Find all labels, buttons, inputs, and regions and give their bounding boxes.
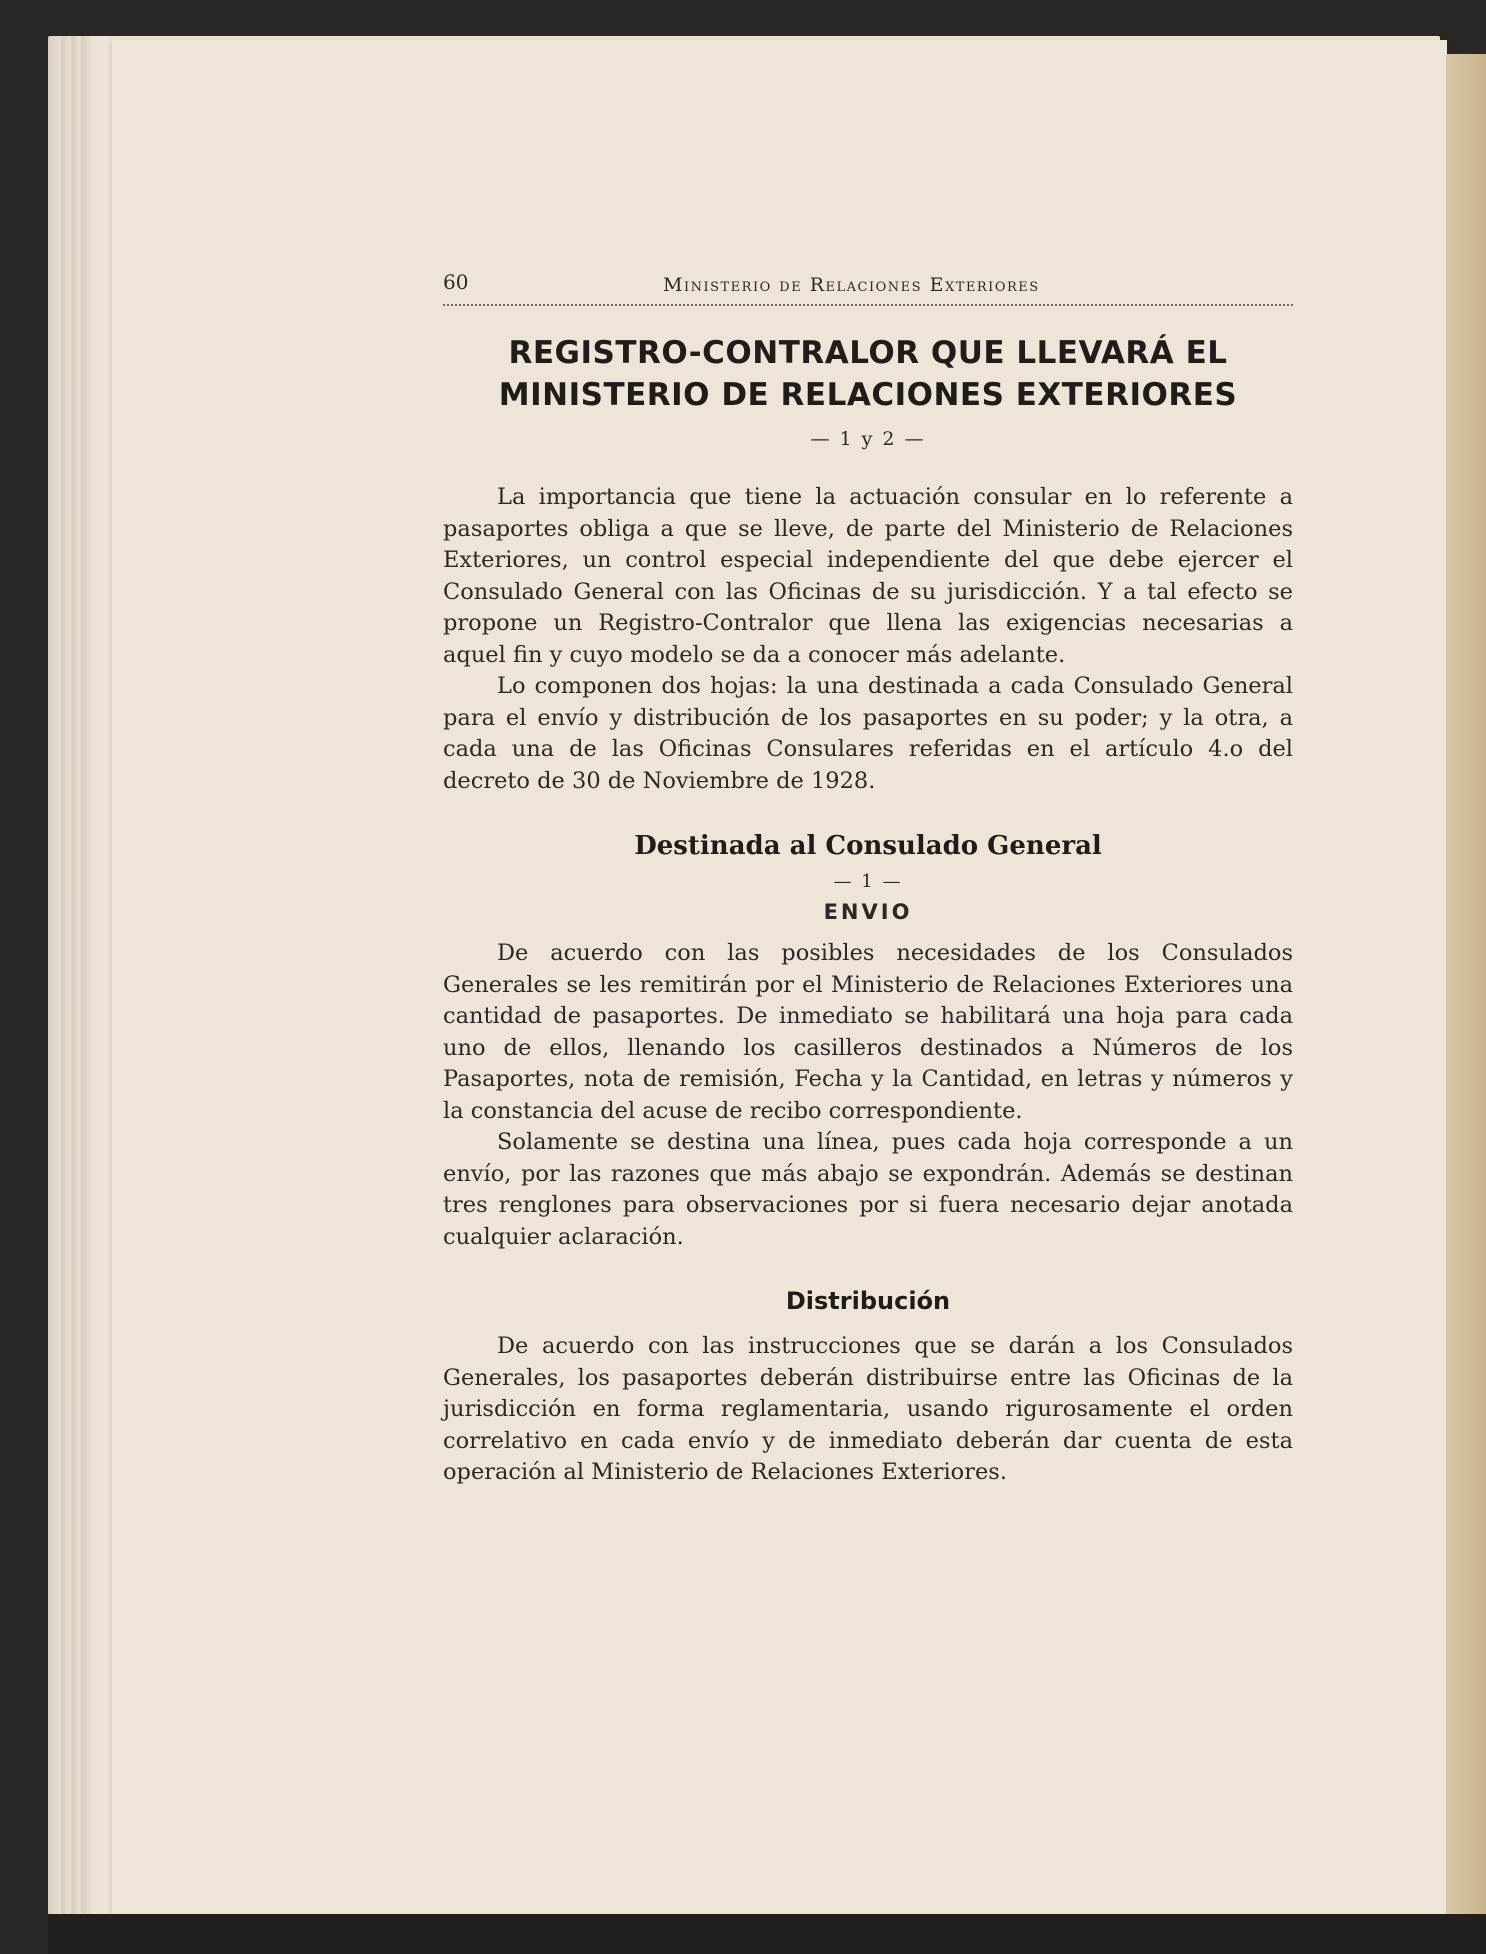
section-number: — 1 —: [833, 871, 903, 892]
running-title: Ministerio de Relaciones Exteriores: [663, 274, 1040, 296]
running-head: [443, 270, 1293, 306]
background-bottom: [48, 1914, 1486, 1954]
page-number: 60: [443, 270, 469, 294]
title-subtitle: — 1 y 2 —: [810, 428, 926, 450]
section-subheading-envio: ENVIO: [823, 900, 913, 924]
facing-page-edge: [1446, 54, 1486, 1920]
envio-paragraph-2: Solamente se destina una línea, pues cada hoja corresponde a un envío, por las razones que más abajo se expondrán. Además se destinan tres renglones para observaciones por si fuera necesario dejar anotada cualquier aclaración.: [443, 1129, 1293, 1250]
envio-paragraph-1: De acuerdo con las posibles necesidades de los Consulados Generales se les remitirán por el Ministerio de Relaciones Exteriores una cantidad de pasaportes. De inmediato se habilitará una hoja para cada uno de ellos, llenando los casilleros destinados a Números de los Pasaportes, nota de remisión, Fecha y la Cantidad, en letras y números y la constancia del acuse de recibo correspondiente.: [443, 940, 1293, 1124]
main-title-line1: REGISTRO-CONTRALOR QUE LLEVARÁ EL: [508, 335, 1228, 371]
page-content: [443, 270, 1293, 1489]
main-title-line2: MINISTERIO DE RELACIONES EXTERIORES: [498, 377, 1238, 413]
section-heading-distribucion: Distribución: [785, 1287, 951, 1315]
section-heading-consulado: Destinada al Consulado General: [634, 831, 1102, 861]
main-title: [443, 332, 1293, 416]
intro-paragraph-2: Lo componen dos hojas: la una destinada a cada Consulado General para el envío y distribución de los pasaportes en su poder; y la otra, a cada una de las Oficinas Consulares referidas en el artículo 4.o del decreto de 30 de Noviembre de 1928.: [443, 673, 1293, 794]
intro-paragraph-1: La importancia que tiene la actuación consular en lo referente a pasaportes obliga a que se lleve, de parte del Ministerio de Relaciones Exteriores, un control especial independiente del que debe ejercer el Consulado General con las Oficinas de su jurisdicción. Y a tal efecto se propone un Registro-Contralor que llena las exigencias necesarias a aquel fin y cuyo modelo se da a conocer más adelante.: [443, 484, 1293, 668]
distribucion-paragraph: De acuerdo con las instrucciones que se darán a los Consulados Generales, los pasaportes deberán distribuirse entre las Oficinas de la jurisdicción en forma reglamentaria, usando rigurosamente el orden correlativo en cada envío y de inmediato deberán dar cuenta de esta operación al Ministerio de Relaciones Exteriores.: [443, 1333, 1293, 1485]
